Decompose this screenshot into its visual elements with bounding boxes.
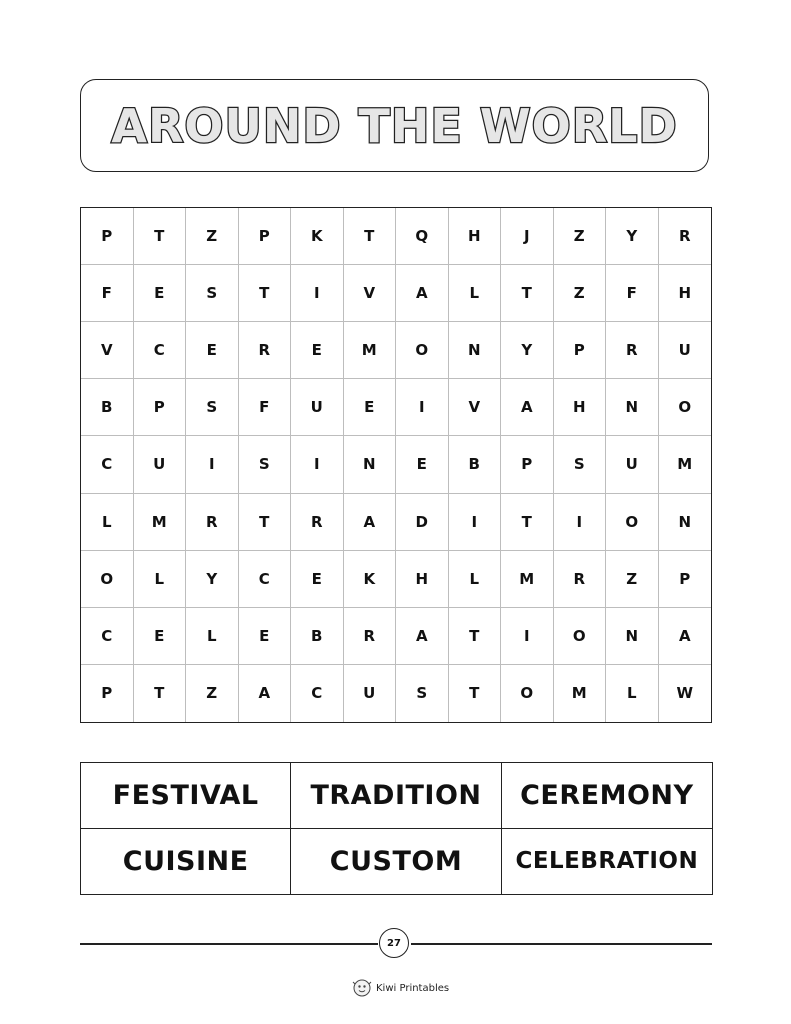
word-list-item: CELEBRATION	[515, 848, 699, 875]
grid-cell: P	[81, 208, 134, 265]
grid-cell: E	[396, 436, 449, 493]
grid-cell: R	[554, 551, 607, 608]
grid-cell: Y	[606, 208, 659, 265]
grid-cell: M	[554, 665, 607, 722]
grid-cell: Z	[186, 665, 239, 722]
grid-cell: V	[344, 265, 397, 322]
grid-cell: T	[134, 208, 187, 265]
title-banner	[80, 79, 709, 172]
grid-cell: H	[449, 208, 502, 265]
grid-cell: V	[449, 379, 502, 436]
grid-cell: U	[134, 436, 187, 493]
grid-cell: L	[134, 551, 187, 608]
grid-cell: O	[81, 551, 134, 608]
grid-cell: E	[239, 608, 292, 665]
grid-cell: S	[186, 379, 239, 436]
grid-cell: T	[239, 265, 292, 322]
grid-cell: F	[81, 265, 134, 322]
grid-cell: L	[449, 551, 502, 608]
grid-cell: M	[344, 322, 397, 379]
grid-cell: J	[501, 208, 554, 265]
grid-cell: L	[186, 608, 239, 665]
grid-cell: T	[239, 494, 292, 551]
grid-cell: P	[134, 379, 187, 436]
word-list	[80, 762, 713, 895]
grid-cell: H	[659, 265, 712, 322]
grid-cell: E	[291, 322, 344, 379]
grid-cell: M	[501, 551, 554, 608]
grid-cell: A	[239, 665, 292, 722]
grid-cell: F	[239, 379, 292, 436]
kiwi-logo-icon	[352, 978, 372, 998]
grid-cell: P	[81, 665, 134, 722]
grid-cell: I	[396, 379, 449, 436]
grid-cell: T	[449, 665, 502, 722]
grid-cell: H	[554, 379, 607, 436]
grid-cell: Y	[186, 551, 239, 608]
grid-cell: I	[186, 436, 239, 493]
grid-cell: R	[239, 322, 292, 379]
grid-cell: Q	[396, 208, 449, 265]
grid-cell: K	[344, 551, 397, 608]
footer-divider-right	[411, 943, 712, 945]
grid-cell: V	[81, 322, 134, 379]
grid-cell: M	[659, 436, 712, 493]
grid-cell: S	[396, 665, 449, 722]
grid-cell: O	[606, 494, 659, 551]
grid-cell: E	[291, 551, 344, 608]
grid-cell: U	[659, 322, 712, 379]
grid-cell: E	[186, 322, 239, 379]
grid-cell: R	[344, 608, 397, 665]
grid-cell: S	[186, 265, 239, 322]
grid-cell: I	[501, 608, 554, 665]
grid-cell: U	[606, 436, 659, 493]
grid-cell: T	[134, 665, 187, 722]
grid-cell: A	[659, 608, 712, 665]
grid-cell: O	[554, 608, 607, 665]
grid-cell: N	[606, 608, 659, 665]
grid-cell: E	[344, 379, 397, 436]
grid-cell: L	[81, 494, 134, 551]
grid-cell: S	[554, 436, 607, 493]
grid-cell: T	[449, 608, 502, 665]
grid-cell: Z	[186, 208, 239, 265]
grid-cell: Z	[606, 551, 659, 608]
grid-cell: Z	[554, 208, 607, 265]
grid-cell: U	[344, 665, 397, 722]
grid-cell: E	[134, 608, 187, 665]
grid-cell: F	[606, 265, 659, 322]
grid-cell: N	[606, 379, 659, 436]
grid-cell: P	[659, 551, 712, 608]
grid-cell: C	[81, 608, 134, 665]
grid-cell: W	[676, 684, 694, 703]
page-title: AROUND THE WORLD	[111, 98, 678, 153]
grid-cell: Y	[501, 322, 554, 379]
grid-cell: O	[501, 665, 554, 722]
grid-cell: T	[501, 494, 554, 551]
grid-cell: C	[291, 665, 344, 722]
grid-cell: I	[291, 436, 344, 493]
grid-cell: R	[659, 208, 712, 265]
word-list-item: FESTIVAL	[81, 763, 291, 829]
grid-cell: P	[554, 322, 607, 379]
footer-divider-left	[80, 943, 378, 945]
grid-cell: U	[291, 379, 344, 436]
brand-name: Kiwi Printables	[376, 982, 450, 994]
grid-cell: A	[396, 265, 449, 322]
grid-cell: P	[501, 436, 554, 493]
word-list-item: TRADITION	[291, 763, 501, 829]
grid-cell: C	[134, 322, 187, 379]
word-list-item: CUSTOM	[291, 829, 501, 895]
grid-cell: S	[239, 436, 292, 493]
grid-cell: T	[344, 208, 397, 265]
grid-cell: P	[239, 208, 292, 265]
grid-cell: B	[81, 379, 134, 436]
grid-cell: K	[291, 208, 344, 265]
grid-cell: C	[81, 436, 134, 493]
word-search-grid	[80, 207, 712, 723]
grid-cell: R	[291, 494, 344, 551]
page-number: 27	[379, 928, 409, 958]
grid-cell: M	[134, 494, 187, 551]
grid-cell: O	[659, 379, 712, 436]
grid-cell: H	[396, 551, 449, 608]
grid-cell: I	[449, 494, 502, 551]
brand	[352, 978, 449, 998]
grid-cell: D	[396, 494, 449, 551]
grid-cell: I	[291, 265, 344, 322]
grid-cell: L	[449, 265, 502, 322]
grid-cell: A	[344, 494, 397, 551]
grid-cell: B	[291, 608, 344, 665]
grid-cell: C	[239, 551, 292, 608]
grid-cell: Z	[554, 265, 607, 322]
grid-cell: E	[134, 265, 187, 322]
grid-cell: O	[396, 322, 449, 379]
grid-cell: N	[449, 322, 502, 379]
grid-cell: N	[659, 494, 712, 551]
grid-cell: B	[449, 436, 502, 493]
grid-cell: N	[344, 436, 397, 493]
grid-cell: R	[186, 494, 239, 551]
grid-cell: R	[606, 322, 659, 379]
grid-cell: L	[606, 665, 659, 722]
grid-cell: T	[501, 265, 554, 322]
word-list-item: CUISINE	[81, 829, 291, 895]
word-list-item: CEREMONY	[502, 763, 712, 829]
grid-cell: I	[554, 494, 607, 551]
grid-cell: A	[396, 608, 449, 665]
grid-cell: A	[501, 379, 554, 436]
